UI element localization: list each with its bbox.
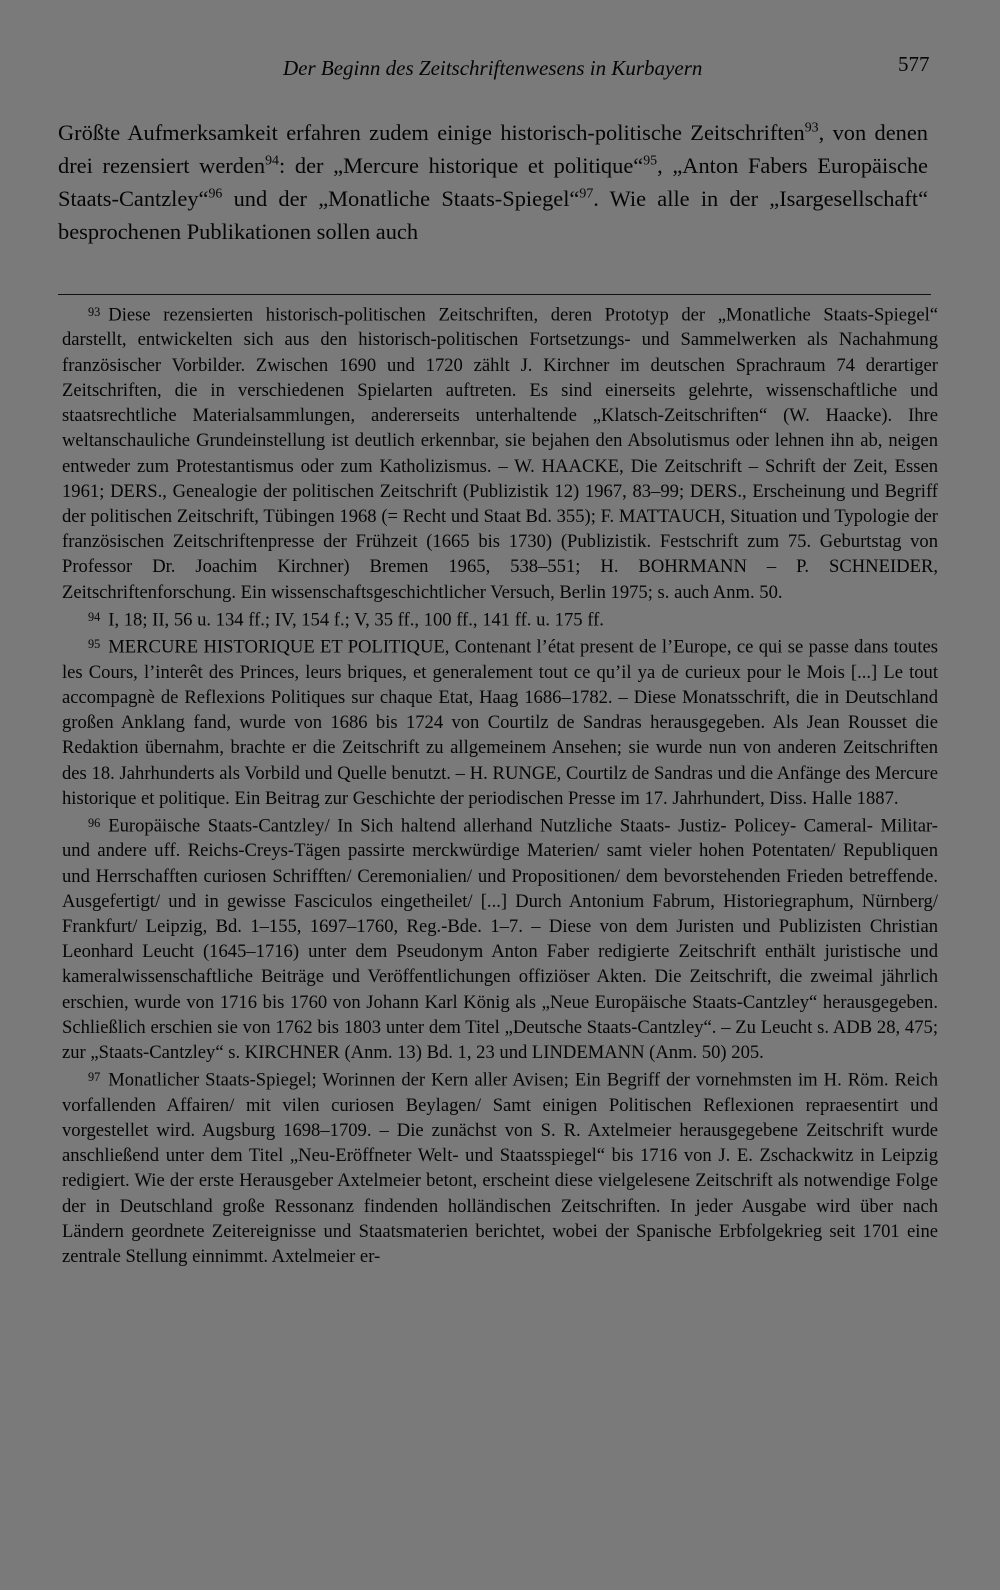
footnote-number: 93 [88, 305, 101, 319]
page-number: 577 [898, 52, 930, 76]
body-text-segment: und der „Monatliche Staats-Spiegel“ [222, 186, 580, 211]
footnote-number: 94 [88, 609, 101, 624]
footnote [62, 300, 938, 605]
footnotes [62, 300, 938, 1269]
footnote-divider [58, 294, 931, 295]
body-text-segment: , „Anton Fabers Europäische Staats-Cantzley“ [58, 153, 928, 211]
footnote-text: Europäische Staats-Cantzley/ In Sich haltend allerhand Nutzliche Staats- Justiz- Policey- Cameral- Militar- und andere uff. Reichs-Creys-Tägen passirte merckwürdige Materien/ samt vieler hohen Potentaten/ Republiquen und Herrschafften curiosen Schrifften/ Ceremonialien/ und Propositionen/ dem bevorstehenden Frieden betreffende. Ausgefertigt/ und in gewisse Fasciculos eingetheilet/ [...] Durch Antonium Fabrum, Historiegraphum, Nürnberg/ Frankfurt/ Leipzig, Bd. 1–155, 1697–1760, Reg.-Bde. 1–7. – Diese von dem Juristen und Publizisten Christian Leonhard Leucht (1645–1716) unter dem Pseudonym Anton Faber redigierte Zeitschrift enthält juristische und kameralwissenschaftliche Beiträge und Veröffentlichungen offiziöser Akten. Die Zeitschrift, die zweimal jährlich erschien, wurde von 1716 bis 1760 von Johann Karl König als „Neue Europäische Staats-Cantzley“ herausgegeben. Schließlich erschien sie von 1762 bis 1803 unter dem Titel „Deutsche Staats-Cantzley“. – Zu Leucht s. ADB 28, 475; zur „Staats-Cantzley“ s. KIRCHNER (Anm. 13) Bd. 1, 23 und LINDEMANN (Anm. 50) 205. [62, 815, 938, 1064]
footnote [62, 1065, 938, 1269]
body-text-segment: . Wie alle in der „Isargesellschaft“ besprochenen Publikationen sollen auch [58, 186, 929, 244]
body-text-segment: Größte Aufmerksamkeit erfahren zudem einige historisch-politische Zeitschriften [58, 120, 805, 145]
footnote-ref: 93 [804, 120, 819, 136]
footnote-number: 96 [88, 815, 101, 830]
footnote-text: MERCURE HISTORIQUE ET POLITIQUE, Contenant l’état present de l’Europe, ce qui se passe dans toutes les Cours, l’interêt des Princes, leurs briques, et generalement tout ce qu’il ya de curieux pour le Mois [...] Le tout accompagnè de Reflexions Politiques sur chaque Etat, Haag 1686–1782. – Diese Monatsschrift, die in Deutschland großen Anklang fand, wurde von 1686 bis 1724 von Courtilz de Sandras herausgegeben. Als Jean Rousset die Redaktion übernahm, brachte er die Zeitschrift zu allgemeinem Ansehen; sie wurde nun von anderen Zeitschriften des 18. Jahrhunderts als Vorbild und Quelle benutzt. – H. RUNGE, Courtilz de Sandras und die Anfänge des Mercure historique et politique. Ein Beitrag zur Geschichte der periodischen Presse im 17. Jahrhundert, Diss. Halle 1887. [62, 636, 938, 809]
running-head [0, 52, 1000, 82]
footnote-text: Diese rezensierten historisch-politischen Zeitschriften, deren Prototyp der „Monatliche Staats-Spiegel“ darstellt, entwickelten sich aus den historisch-politischen Fortsetzungs- und Sammelwerken als Nachahmung französischer Vorbilder. Zwischen 1690 und 1720 zählt J. Kirchner im deutschen Sprachraum 74 derartiger Zeitschriften, die in verschiedenen Spielarten auftreten. Es sind einerseits gelehrte, wissenschaftliche und staatsrechtliche Materialsammlungen, andererseits unterhaltende „Klatsch-Zeitschriften“ (W. Haacke). Ihre weltanschauliche Grundeinstellung ist deutlich erkennbar, sie bejahen den Absolutismus oder lehnen ihn ab, neigen entweder zum Protestantismus oder zum Katholizismus. – W. HAACKE, Die Zeitschrift – Schrift der Zeit, Essen 1961; DERS., Genealogie der politischen Zeitschrift (Publizistik 12) 1967, 83–99; DERS., Erscheinung und Begriff der politischen Zeitschrift, Tübingen 1968 (= Recht und Staat Bd. 355); F. MATTAUCH, Situation und Typologie der französischen Zeitschriftenpresse der Frühzeit (1665 bis 1730) (Publizistik. Festschrift zum 75. Geburtstag von Professor Dr. Joachim Kirchner) Bremen 1965, 538–551; H. BOHRMANN – P. SCHNEIDER, Zeitschriftenforschung. Ein wissenschaftsgeschichtlicher Versuch, Berlin 1975; s. auch Anm. 50. [62, 304, 938, 603]
footnote [62, 811, 938, 1065]
footnote-ref: 96 [208, 186, 223, 202]
footnote-text: I, 18; II, 56 u. 134 ff.; IV, 154 f.; V, 35 ff., 100 ff., 141 ff. u. 175 ff. [108, 609, 604, 630]
footnote-number: 97 [88, 1070, 101, 1085]
footnote-ref: 94 [265, 153, 279, 169]
footnote [62, 632, 938, 811]
body-text-segment: , von denen drei rezensiert werden [58, 120, 929, 178]
footnote-number: 95 [88, 637, 101, 652]
footnote [62, 605, 938, 632]
footnote-ref: 95 [643, 153, 658, 169]
running-title: Der Beginn des Zeitschriftenwesens in Kurbayern [283, 56, 703, 80]
footnote-text: Monatlicher Staats-Spiegel; Worinnen der Kern aller Avisen; Ein Begriff der vornehmsten im H. Röm. Reich vorfallenden Affairen/ mit vilen curiosen Beylagen/ Samt einigen Politischen Reflexionen repraesentirt und vorgestellet wird. Augsburg 1698–1709. – Die zunächst von S. R. Axtelmeier herausgegebene Zeitschrift wurde anschließend unter dem Titel „Neu-Eröffneter Welt- und Staatsspiegel“ bis 1716 von J. E. Zschackwitz in Leipzig redigiert. Wie der erste Herausgeber Axtelmeier betont, erscheint diese vielgelesene Zeitschrift als notwendige Folge der in Deutschland große Ressonanz findenden holländischen Zeitschriften. In jeder Ausgabe wird über nach Ländern geordnete Zeitereignisse und Staatsmaterien berichtet, wobei der Spanische Erbfolgekrieg seit 1701 eine zentrale Stellung einnimmt. Axtelmeier er- [62, 1069, 938, 1267]
body-paragraph [58, 116, 928, 248]
body-text-segment: : der „Mercure historique et politique“ [278, 153, 644, 178]
footnote-ref: 97 [579, 186, 594, 202]
